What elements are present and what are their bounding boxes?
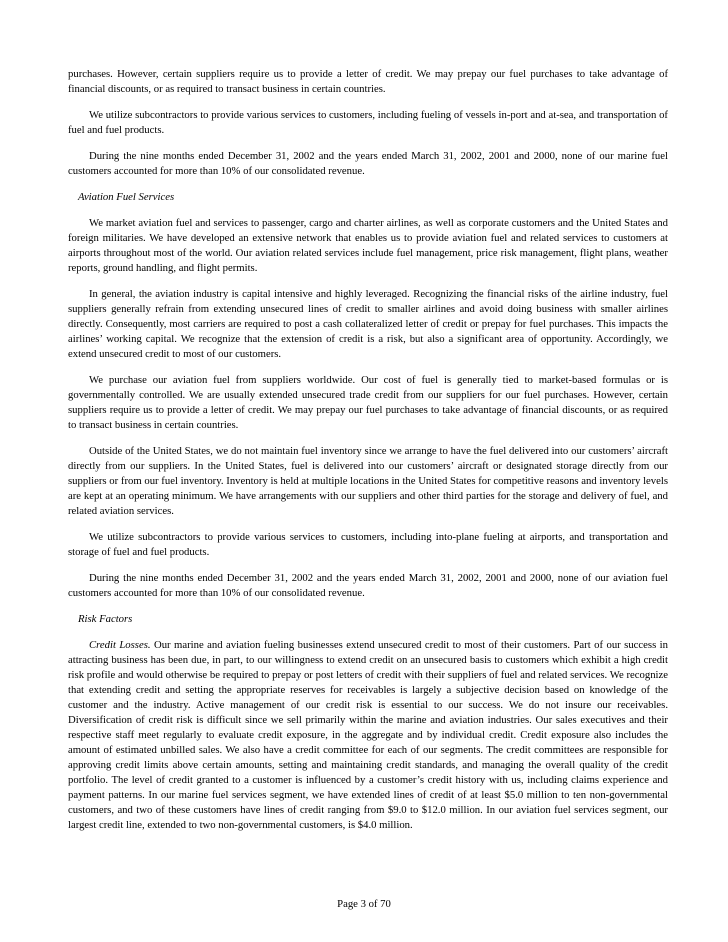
paragraph-aviation-subcontractors: We utilize subcontractors to provide various services to customers, including into-plane fueling at airports, and transportation and storage of fuel and fuel products. [68,531,668,558]
paragraph-aviation-industry-credit: In general, the aviation industry is capital intensive and highly leveraged. Recognizing the financial risks of the airline industry, fuel suppliers generally refrain from extending unsecured lines of credit to smaller airlines and avoid doing business with smaller airlines directly. Consequently, most carriers are required to post a cash collateralized letter of credit or prepay for fuel purchases. This impacts the airlines’ working capital. We recognize that the extension of credit is a risk, but also a significant area of opportunity. Accordingly, we extend unsecured credit to most of our customers. [68,288,668,360]
page-content [68,67,668,844]
page-number-footer: Page 3 of 70 [337,898,391,910]
paragraph-aviation-customer-concentration: During the nine months ended December 31, 2002 and the years ended March 31, 2002, 2001 and 2000, none of our aviation fuel customers accounted for more than 10% of our consolidated revenue. [68,572,668,599]
paragraph-marine-customer-concentration: During the nine months ended December 31, 2002 and the years ended March 31, 2002, 2001 and 2000, none of our marine fuel customers accounted for more than 10% of our consolidated revenue. [68,150,668,177]
paragraph-aviation-fuel-purchasing: We purchase our aviation fuel from suppliers worldwide. Our cost of fuel is generally tied to market-based formulas or is governmentally controlled. We are usually extended unsecured trade credit from our suppliers for our fuel purchases. However, certain suppliers require us to provide a letter of credit. We may prepay our fuel purchases to take advantage of financial discounts, or as required to transact business in certain countries. [68,374,668,431]
paragraph-aviation-market: We market aviation fuel and services to passenger, cargo and charter airlines, as well as corporate customers and the United States and foreign militaries. We have developed an extensive network that enables us to provide aviation fuel and related services to customers at airports throughout most of the world. Our aviation related services include fuel management, price risk management, flight plans, weather reports, ground handling, and flight permits. [68,217,668,274]
paragraph-fuel-purchases-continued: purchases. However, certain suppliers require us to provide a letter of credit. We may prepay our fuel purchases to take advantage of financial discounts, or as required to transact business in certain countries. [68,68,668,95]
section-heading-risk-factors: Risk Factors [78,613,133,625]
credit-losses-lead-in: Credit Losses. [89,639,151,651]
credit-losses-body: Our marine and aviation fueling businesses extend unsecured credit to most of their customers. Part of our success in attracting business has been due, in part, to our willingness to extend credit on an unsecured basis to customers which exhibit a high credit risk profile and would otherwise be required to prepay or post letters of credit with their suppliers of fuel and related services. We recognize that extending credit and setting the appropriate reserves for receivables is largely a subjective decision based on knowledge of the customer and the industry. Active management of our credit risk is essential to our success. We do not insure our receivables. Diversification of credit risk is difficult since we sell primarily within the marine and aviation industries. Our sales executives and their respective staff meet regularly to evaluate credit exposure, in the aggregate and by individual credit. Credit exposure also includes the amount of estimated unbilled sales. We also have a credit committee for each of our segments. The credit committees are responsible for approving credit limits above certain amounts, setting and maintaining credit standards, and managing the overall quality of the credit portfolio. The level of credit granted to a customer is influenced by a customer’s credit history with us, including claims experience and payment patterns. In our marine fuel services segment, we have extended lines of credit of at least $5.0 million to ten non-governmental customers, and two of these customers have lines of credit ranging from $9.0 to $12.0 million. In our aviation fuel services segment, our largest credit line, extended to two non-governmental customers, is $4.0 million. [68,639,668,831]
section-heading-aviation-fuel-services: Aviation Fuel Services [78,191,175,203]
paragraph-credit-losses [68,638,668,833]
paragraph-aviation-fuel-inventory: Outside of the United States, we do not maintain fuel inventory since we arrange to have the fuel delivered into our customers’ aircraft directly from our suppliers. In the United States, fuel is delivered into our customers’ aircraft or designated storage directly from our suppliers or from our fuel inventory. Inventory is held at multiple locations in the United States for competitive reasons and inventory levels are kept at an operating minimum. We have arrangements with our suppliers and other third parties for the storage and delivery of fuel, and related aviation services. [68,445,668,517]
paragraph-marine-subcontractors: We utilize subcontractors to provide various services to customers, including fueling of vessels in-port and at-sea, and transportation of fuel and fuel products. [68,109,668,136]
